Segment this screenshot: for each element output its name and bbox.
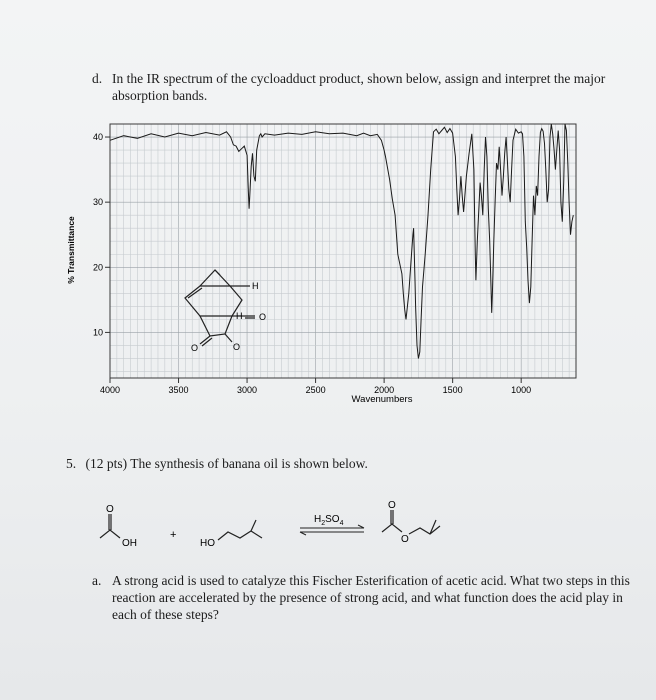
x-tick-label: 3000	[237, 385, 258, 395]
structure-o-right: O	[259, 312, 267, 322]
x-tick-label: 4000	[99, 385, 121, 395]
x-tick-label: 2000	[374, 385, 395, 395]
svg-text:H2SO4: $H_2SO_4$	[314, 514, 344, 527]
x-tick-label: 2500	[305, 385, 326, 395]
x-axis-ticks	[100, 378, 531, 395]
catalyst-label	[314, 514, 344, 527]
question-d	[92, 70, 612, 103]
y-tick-label: 10	[92, 327, 103, 338]
y-tick-label: 30	[92, 197, 103, 208]
y-axis-label: % Transmittance	[66, 216, 76, 284]
cycloadduct-structure	[185, 270, 255, 346]
question-5-label: 5.	[66, 456, 77, 471]
structure-h-top: H	[252, 281, 259, 291]
structure-o-bottom-left: O	[191, 343, 199, 353]
x-tick-label: 1000	[511, 385, 532, 395]
x-axis-label: Wavenumbers	[351, 394, 413, 405]
y-axis-ticks	[93, 132, 110, 337]
plus-sign: +	[170, 529, 177, 541]
question-a-text: A strong acid is used to catalyze this Fischer Esterification of acetic acid. What two steps in this reaction are accelerated by the presence of strong acid, and what function does the acid play in each of these steps?	[112, 573, 630, 622]
isoamyl-alcohol-structure	[218, 520, 262, 540]
structure-h-mid: H	[236, 311, 243, 321]
equilibrium-arrow	[300, 525, 364, 535]
acetic-acid-structure	[100, 514, 120, 538]
acetic-acid-carbonyl-o: O	[106, 504, 114, 515]
structure-o-bottom-right: O	[233, 342, 241, 352]
acetic-acid-oh: OH	[122, 538, 137, 549]
question-d-label: d.	[92, 71, 103, 86]
y-tick-label: 20	[92, 262, 103, 273]
question-d-text: In the IR spectrum of the cycloadduct product, shown below, assign and interpret the major absorption bands.	[112, 71, 606, 103]
isoamyl-acetate-structure	[382, 510, 440, 534]
product-carbonyl-o: O	[388, 500, 396, 511]
banana-oil-reaction	[86, 498, 506, 558]
isoamyl-alcohol-ho: HO	[200, 538, 215, 549]
question-a-label: a.	[92, 573, 102, 588]
question-5	[66, 456, 368, 472]
ir-spectrum-chart	[60, 110, 596, 410]
y-tick-label: 40	[92, 132, 103, 143]
x-tick-label: 3500	[168, 385, 189, 395]
product-ester-o: O	[401, 534, 409, 545]
chart-grid	[110, 124, 576, 378]
question-5-text: (12 pts) The synthesis of banana oil is shown below.	[85, 456, 368, 471]
x-tick-label: 1500	[442, 385, 463, 395]
